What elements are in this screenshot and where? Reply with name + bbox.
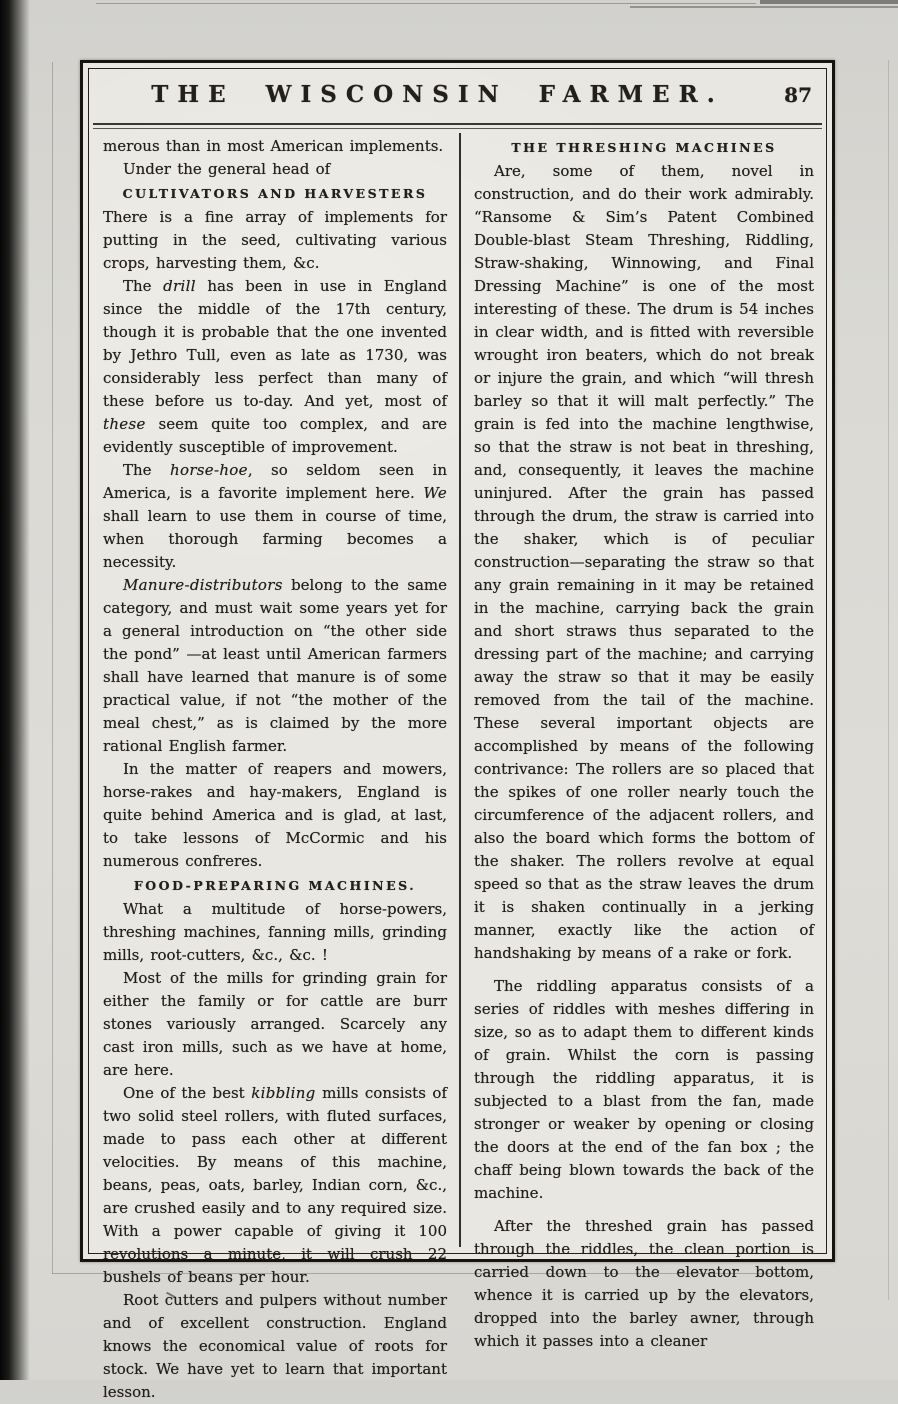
section-heading-cultivators: CULTIVATORS AND HARVESTERS (122, 186, 428, 201)
section-heading-threshing: THE THRESHING MACHINES (511, 140, 777, 155)
page-frame-inner-border (88, 68, 827, 1401)
section-heading-food-preparing: FOOD-PREPARING MACHINES. (133, 878, 417, 893)
scan-artifact (96, 3, 756, 4)
scan-artifact (630, 6, 898, 8)
left-column (93, 133, 459, 1401)
page-number: 87 (784, 83, 812, 107)
journal-title: THE WISCONSIN FARMER. (151, 81, 724, 108)
header-rule (93, 123, 822, 129)
scan-gutter-shadow (0, 0, 30, 1380)
scan-artifact (888, 60, 889, 1300)
two-column-body (93, 133, 822, 1401)
body-paragraph: The riddling apparatus consists of a series of riddles with meshes differing in size, so as to adapt them to different kinds of grain. Whilst the corn is passing through the riddling apparatus, it is subjected to a blast from the fan, made stronger or weaker by opening or closing the doors at the end of the fan box ; the chaff being blown towards the back of the machine. (474, 977, 814, 1202)
page-frame (80, 60, 835, 1401)
body-paragraph: What a multitude of horse-powers, threshing machines, fanning mills, grinding mills, root-cutters, &c., &c. ! (103, 900, 447, 964)
body-paragraph: Most of the mills for grinding grain for either the family or for cattle are burr stones variously arranged. Scarcely any cast iron mills, such as we have at home, are here. (103, 969, 447, 1079)
scan-artifact (760, 0, 898, 4)
body-paragraph: Are, some of them, novel in construction, and do their work admirably. “Ransome & Sim’s Patent Combined Double-blast Steam Threshing, Riddling, Straw-shaking, Winnowing, and Final Dressing Machine” is one of the most interesting of these. The drum is 54 inches in clear width, and is fitted with reversible wrought iron beaters, which do not break or injure the grain, and which “will thresh barley so that it will malt perfectly.” The grain is fed into the machine lengthwise, so that the straw is not beat in threshing, and, consequently, it leaves the machine uninjured. After the grain has passed through the drum, the straw is carried into the shaker, which is of peculiar construction—separating the straw so that any grain remaining in it may be retained in the machine, carrying back the grain and short straws thus separated to the dressing part of the machine; and carrying away the straw so that it may be easily removed from the tail of the machine. These several important objects are accomplished by means of the following contrivance: The rollers are so placed that the spikes of one roller nearly touch the circumference of the adjacent rollers, and also the board which forms the bottom of the shaker. The rollers revolve at equal speed so that as the straw leaves the drum it is shaken continually in a jerking manner, exactly like the action of handshaking by means of a rake or fork. (474, 162, 814, 962)
body-paragraph: merous than in most American implements. (103, 137, 444, 155)
body-paragraph: There is a fine array of implements for putting in the seed, cultivating various crops, harvesting them, &c. (103, 208, 447, 272)
body-paragraph: Root cutters and pulpers without number and of excellent construction. England knows the economical value of roots for stock. We have yet to learn that important lesson. (103, 1291, 447, 1401)
body-paragraph: The drill has been in use in England since the middle of the 17th century, though it is probable that the one invented by Jethro Tull, even as late as 1730, was considerably less perfect than many of these before us to-day. And yet, most of these seem quite too complex, and are evidently susceptible of improvement. (103, 277, 448, 456)
body-paragraph: Under the general head of (123, 160, 331, 178)
body-paragraph: In the matter of reapers and mowers, horse-rakes and hay-makers, England is quite behind America and is glad, at last, to take lessons of McCormic and his numerous confreres. (103, 760, 447, 870)
body-paragraph: After the threshed grain has passed through the riddles, the clean portion is carried down to the elevator bottom, whence it is carried up by the elevators, dropped into the barley awner, through which it passes into a cleaner (474, 1217, 814, 1350)
body-paragraph: One of the best kibbling mills consists of two solid steel rollers, with fluted surfaces, made to pass each other at different velocities. By means of this machine, beans, peas, oats, barley, Indian corn, &c., are crushed easily and to any required size. With a power capable of giving it 100 revolutions a minute, it will crush 22 bushels of beans per hour. (103, 1084, 447, 1286)
body-paragraph: The horse-hoe, so seldom seen in America, is a favorite implement here. We shall learn to use them in course of time, when thorough farming becomes a necessity. (103, 461, 448, 571)
body-paragraph: Manure-distributors belong to the same category, and must wait some years yet for a general introduction on “the other side the pond” —at least until American farmers shall have learned that manure is of some practical value, if not “the mother of the meal chest,” as is claimed by the more rational English farmer. (103, 576, 447, 755)
scan-artifact (52, 62, 53, 1274)
right-column (461, 133, 822, 1350)
page-header (89, 81, 826, 125)
